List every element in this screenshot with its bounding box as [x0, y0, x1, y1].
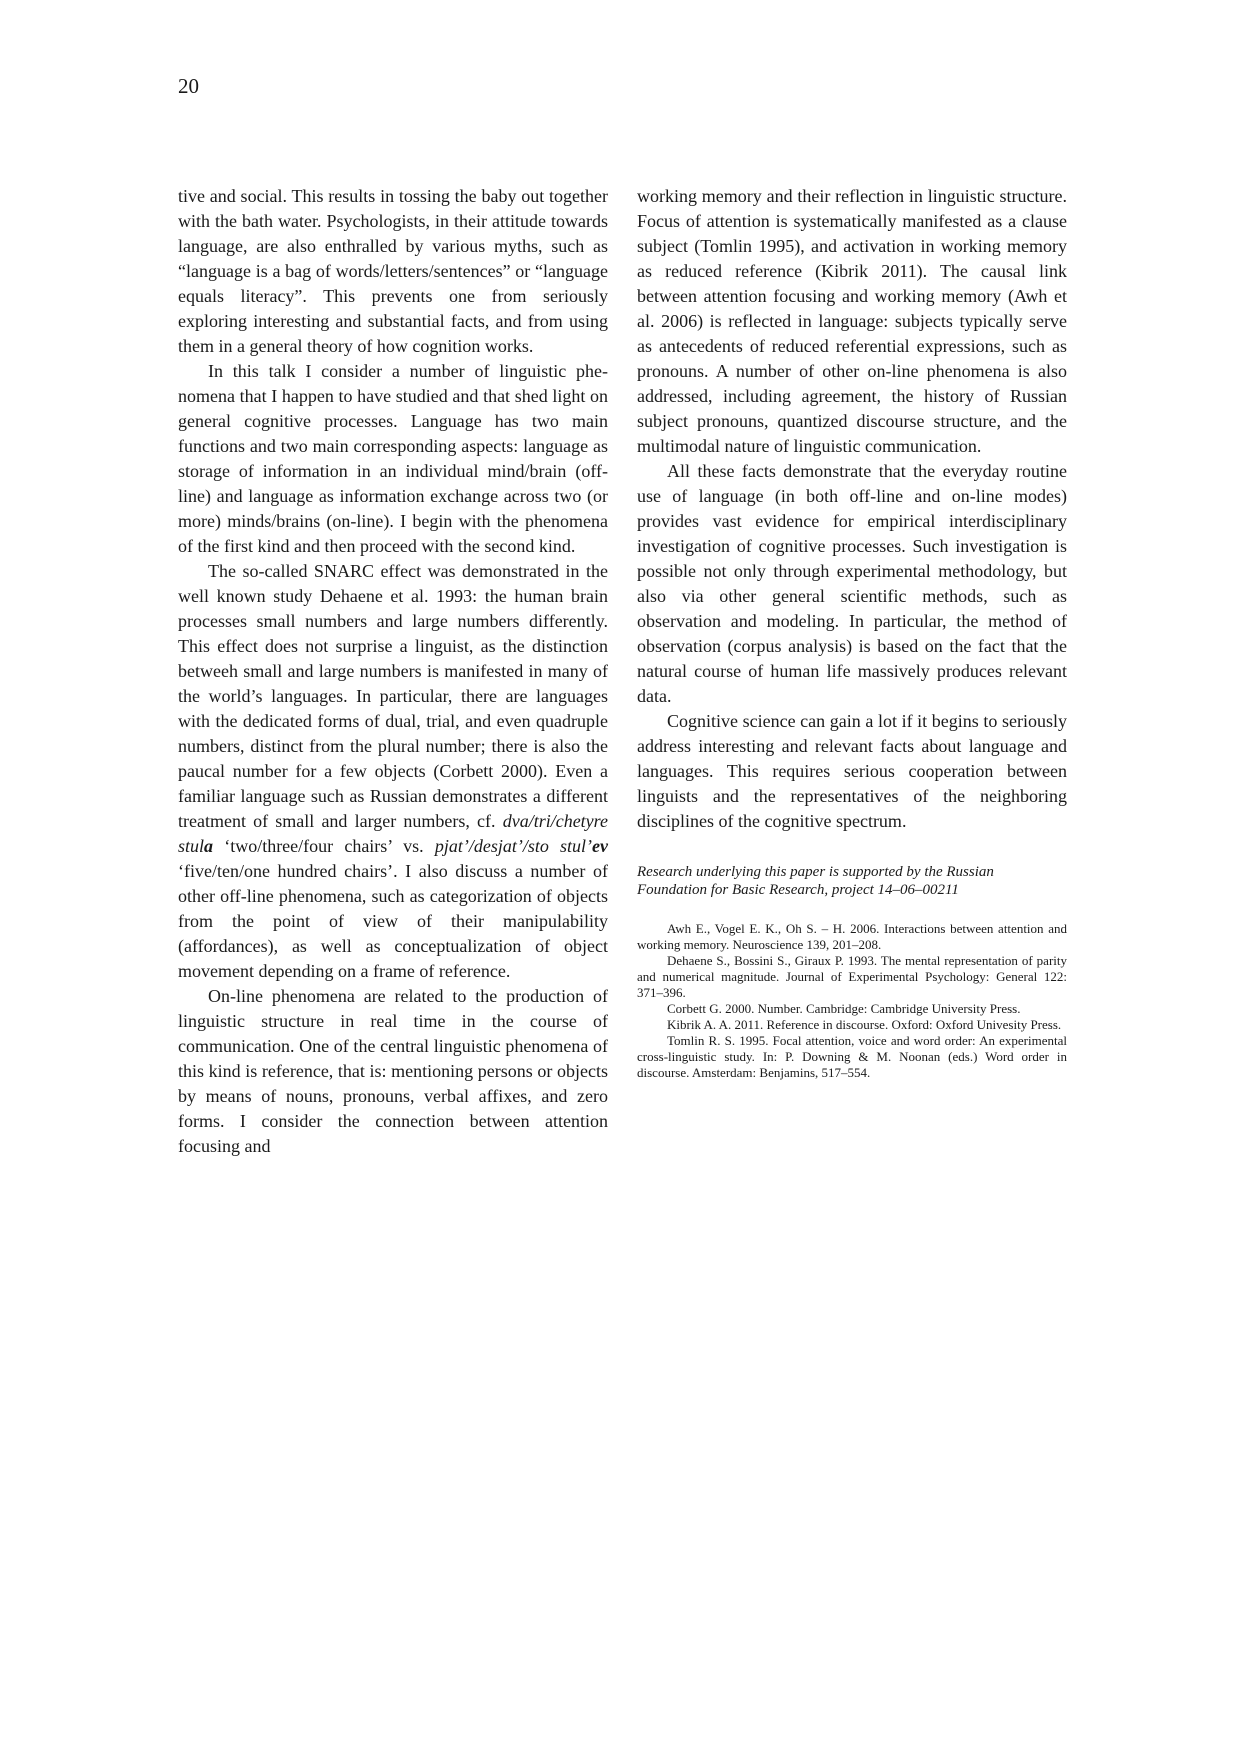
paragraph: Cognitive science can gain a lot if it begins to seriously address interesting and relevant facts about language and languages. This requires serious cooperation between linguists and the representatives of the neighboring disciplines of the cognitive spectrum. [637, 711, 1067, 831]
right-column [637, 184, 1067, 1081]
references-list [637, 921, 1067, 1081]
reference-item: Corbett G. 2000. Number. Cambridge: Cambridge University Press. [667, 1001, 1021, 1016]
text-run: The so-called SNARC effect was demonstrated in the well known study Dehaene et al. 1993: the human brain processes small numbers and large numbers differently. This effect does not surprise a linguist, as the distinction betweeh small and large numbers is manifested in many of the world’s languages. In particular, there are languages with the dedicated forms of dual, trial, and even quadruple numbers, distinct from the plural number; there is also the paucal number for a few objects (Corbett 2000). Even a familiar language such as Russian demonstrates a different treatment of small and larger numbers, cf. [178, 561, 608, 831]
paragraph: All these facts demonstrate that the everyday routine use of language (in both off-line and on-line modes) provides vast evidence for empirical interdisciplinary investigation of cognitive processes. Such investigation is possible not only through experimental methodology, but also via other general scientific methods, such as observation and modeling. In particular, the method of observation (corpus analysis) is based on the fact that the natural course of human life massively produces relevant data. [637, 461, 1067, 706]
paragraph: On-line phenomena are related to the production of linguistic structure in real time in the course of communication. One of the central linguistic phenomena of this kind is reference, that is: mentioning persons or objects by means of nouns, pronouns, verbal affixes, and zero forms. I consider the connection between attention focusing and [178, 986, 608, 1156]
paragraph: In this talk I consider a number of linguistic phenomena that I happen to have studied and that shed light on general cognitive processes. Language has two main functions and two main corresponding aspects: language as storage of information in an individual mind/brain (off-line) and language as information exchange across two (or more) minds/brains (on-line). I begin with the phenomena of the first kind and then proceed with the second kind. [178, 361, 608, 556]
reference-item: Kibrik A. A. 2011. Reference in discourse. Oxford: Oxford Univesity Press. [667, 1017, 1062, 1032]
acknowledgment: Research underlying this paper is supported by the Russian Foundation for Basic Research, project 14–06–00211 [637, 864, 994, 898]
text-run: ‘two/three/four chairs’ vs. [213, 836, 435, 856]
paragraph: tive and social. This results in tossing the baby out together with the bath water. Psychologists, in their attitude towards language, are also enthralled by various myths, such as “language is a bag of words/letters/sentences” or “language equals literacy”. This prevents one from seriously exploring interesting and substantial facts, and from using them in a general theory of how cognition works. [178, 186, 608, 356]
text-run: ‘five/ten/one hundred chairs’. I also discuss a number of other off-line phenomena, such as categorization of objects from the point of view of their manipulability (affordances), as well as conceptualization of object movement depending on a frame of reference. [178, 861, 608, 981]
left-column [178, 184, 608, 1159]
page-number: 20 [178, 74, 199, 98]
russian-example-2: pjat’/desjat’/sto stul’ev [434, 836, 608, 856]
paragraph: working memory and their reflection in linguistic structure. Focus of attention is systematically manifested as a clause subject (Tomlin 1995), and activation in working memory as reduced reference (Kibrik 2011). The causal link between attention focusing and working memory (Awh et al. 2006) is reflected in language: subjects typically serve as antecedents of reduced referential expressions, such as pronouns. A number of other on-line phenomena is also addressed, including agreement, the history of Russian subject pronouns, quantized discourse structure, and the multimodal nature of linguistic communication. [637, 186, 1067, 456]
reference-item: Awh E., Vogel E. K., Oh S. – H. 2006. Interactions between attention and working memory. Neuroscience 139, 201–208. [637, 921, 1067, 952]
paragraph-snarc [178, 559, 608, 984]
russian-example-1: dva/tri/chetyre stula [178, 811, 608, 856]
reference-item: Tomlin R. S. 1995. Focal attention, voice and word order: An experimental cross-linguistic study. In: P. Downing & M. Noonan (eds.) Word order in discourse. Amsterdam: Benjamins, 517–554. [637, 1033, 1067, 1080]
reference-item: Dehaene S., Bossini S., Giraux P. 1993. The mental representation of parity and numerical magnitude. Journal of Experimental Psychology: General 122: 371–396. [637, 953, 1067, 1000]
